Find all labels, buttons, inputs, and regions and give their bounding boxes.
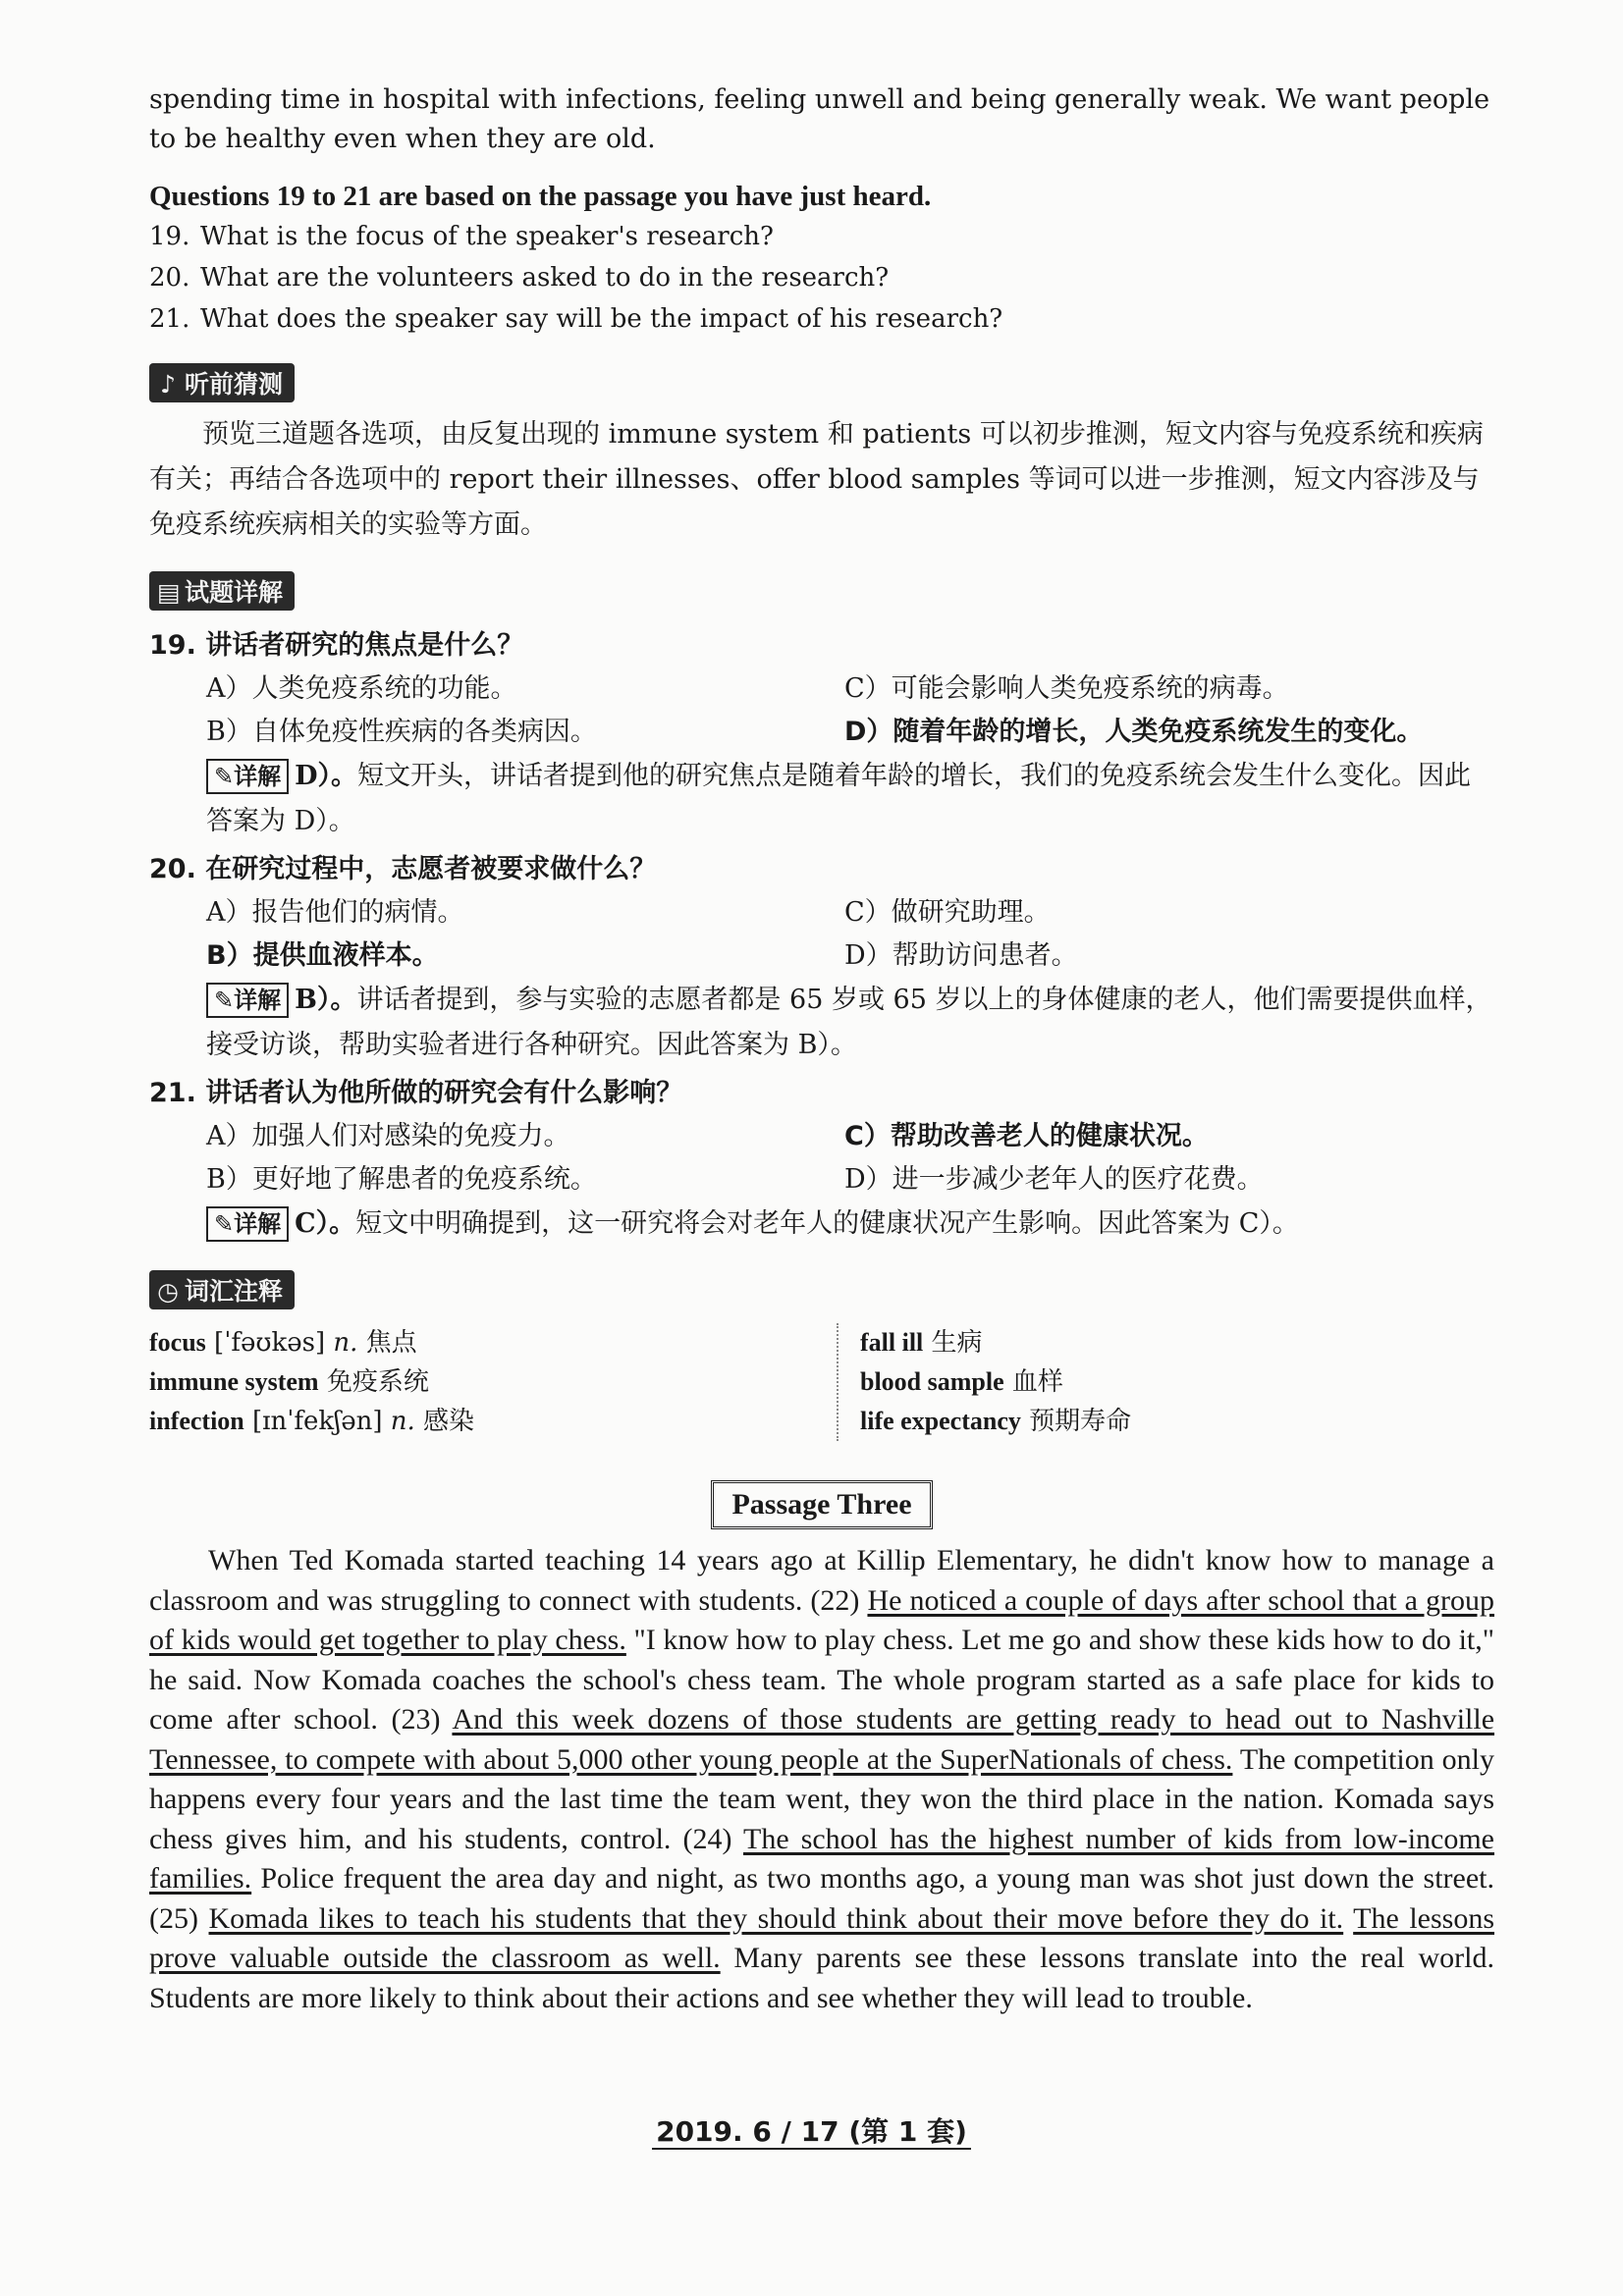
option-a: A）人类免疫系统的功能。 <box>206 673 517 704</box>
vocab-term: immune system <box>149 1367 319 1396</box>
prediction-text: 预览三道题各选项，由反复出现的 immune system 和 patients 可以初步推测，短文内容与免疫系统和疾病有关；再结合各选项中的 report their illnesses、offer blood samples 等词可以进一步推测，短文内容涉及与免疫系统疾病相关的实验等方面。 <box>149 419 1484 540</box>
vocab-pos: n. <box>333 1328 358 1358</box>
vocab-term: life expectancy <box>860 1407 1021 1435</box>
vocab-pos: n. <box>390 1407 415 1436</box>
question-item <box>149 257 1494 298</box>
detail-body: 短文中明确提到，这一研究将会对老年人的健康状况产生影响。因此答案为 C）。 <box>355 1208 1299 1239</box>
underlined-sentence: The lessons prove valuable outside the classroom as well. <box>149 1901 1494 1974</box>
vocab-entry <box>860 1323 1485 1362</box>
questions-heading: Questions 19 to 21 are based on the passage you have just heard. <box>149 181 932 212</box>
vocab-entry <box>149 1323 837 1362</box>
answer-letter: D）。 <box>295 761 358 791</box>
passage-title: Passage Three <box>711 1480 933 1529</box>
vocab-entry <box>860 1402 1485 1441</box>
option-a: A）报告他们的病情。 <box>206 897 464 928</box>
question-number: 20. <box>149 263 190 293</box>
option-grid <box>149 1115 1494 1201</box>
detail-body: 短文开头，讲话者提到他的研究焦点是随着年龄的增长，我们的免疫系统会发生什么变化。因此答案为 D）。 <box>206 761 1472 836</box>
blank-number: (25) <box>149 1901 209 1935</box>
explain-question: 19. 讲话者研究的焦点是什么？ <box>149 630 524 661</box>
explain-item <box>149 848 1494 1068</box>
vocab-entry <box>149 1362 837 1402</box>
underlined-sentence: The school has the highest number of kids from low-income families. <box>149 1822 1494 1895</box>
detail-text <box>149 1201 1494 1247</box>
vocab-term: focus <box>149 1328 206 1357</box>
option-d: D）帮助访问患者。 <box>844 940 1078 971</box>
prediction-badge <box>149 363 295 402</box>
question-text: What is the focus of the speaker's research? <box>200 222 774 251</box>
explain-item <box>149 1072 1494 1247</box>
pencil-icon: ✎ <box>214 987 235 1014</box>
question-text: What does the speaker say will be the impact of his research? <box>200 304 1003 334</box>
detail-tag-label: 详解 <box>234 1210 282 1238</box>
option-b: B）自体免疫性疾病的各类病因。 <box>206 717 597 747</box>
vocab-meaning: 感染 <box>423 1407 475 1436</box>
explain-question: 20. 在研究过程中，志愿者被要求做什么？ <box>149 854 657 884</box>
question-number: 21. <box>149 304 190 334</box>
vocab-term: fall ill <box>860 1328 924 1357</box>
option-a: A）加强人们对感染的免疫力。 <box>206 1121 570 1151</box>
option-b: B）更好地了解患者的免疫系统。 <box>206 1164 597 1195</box>
detail-tag <box>206 983 289 1018</box>
vocab-badge <box>149 1270 295 1309</box>
pencil-icon: ✎ <box>214 1210 235 1238</box>
vocab-term: infection <box>149 1407 244 1435</box>
question-text: What are the volunteers asked to do in the research? <box>200 263 890 293</box>
vocab-meaning: 血样 <box>1011 1367 1063 1397</box>
vocab-table <box>149 1323 1494 1441</box>
option-b-correct: B）提供血液样本。 <box>206 940 439 971</box>
underlined-sentence: He noticed a couple of days after school that a group of kids would get together to play chess. <box>149 1583 1494 1656</box>
option-c: C）可能会影响人类免疫系统的病毒。 <box>844 673 1289 704</box>
vocab-meaning: 焦点 <box>365 1328 417 1358</box>
underlined-sentence: And this week dozens of those students are getting ready to head out to Nashville Tennessee, to compete with about 5,000 other young people at the SuperNationals of chess. <box>149 1703 1495 1776</box>
answer-letter: C）。 <box>295 1208 356 1239</box>
blank-number: (22) <box>810 1583 868 1617</box>
book-icon: ▤ <box>157 578 181 607</box>
option-grid <box>149 891 1494 978</box>
vocab-col-right <box>837 1323 1485 1441</box>
question-list <box>149 216 1494 340</box>
answer-letter: B）。 <box>295 985 357 1015</box>
detail-tag <box>206 759 289 794</box>
vocab-ipa: [ˈfəʊkəs] <box>214 1328 326 1358</box>
vocab-col-left <box>149 1323 837 1441</box>
question-number: 19. <box>149 222 190 251</box>
option-d-correct: D）随着年龄的增长，人类免疫系统发生的变化。 <box>844 717 1424 747</box>
question-item <box>149 298 1494 340</box>
detail-tag <box>206 1206 289 1242</box>
passage-sentence: Many parents see these lessons translate into the real world. Students are more likely to think about their actions and see whether they will lead to trouble. <box>149 1942 1495 2014</box>
explain-question: 21. 讲话者认为他所做的研究会有什么影响？ <box>149 1078 683 1108</box>
passage-sentence: The competition only happens every four years and the last time the team went, they won the third place in the nation. Komada says chess gives him, and his students, control. <box>149 1742 1494 1855</box>
detail-tag-label: 详解 <box>234 987 282 1014</box>
blank-number: (24) <box>682 1822 743 1855</box>
detail-text <box>149 978 1494 1068</box>
option-c-correct: C）帮助改善老人的健康状况。 <box>844 1121 1209 1151</box>
vocab-ipa: [ɪnˈfekʃən] <box>252 1407 383 1436</box>
explain-item <box>149 624 1494 844</box>
headphone-icon: ♪ <box>160 370 176 399</box>
vocab-term: blood sample <box>860 1367 1004 1396</box>
detail-tag-label: 详解 <box>234 763 282 790</box>
passage-sentence: Police frequent the area day and night, as two months ago, a young man was shot just down the street. <box>251 1862 1494 1895</box>
detail-text <box>149 754 1494 844</box>
option-c: C）做研究助理。 <box>844 897 1051 928</box>
vocab-meaning: 免疫系统 <box>326 1367 429 1397</box>
clock-icon: ◷ <box>157 1277 179 1306</box>
page-footer <box>0 2110 1623 2150</box>
option-grid <box>149 667 1494 754</box>
prediction-badge-label: 听前猜测 <box>185 370 284 399</box>
page-content <box>149 80 1494 2018</box>
explain-badge-label: 试题详解 <box>185 578 284 607</box>
underlined-sentence: Komada likes to teach his students that they should think about their move before they do it. <box>208 1901 1344 1935</box>
passage-sentence: When Ted Komada started teaching 14 years ago at Killip Elementary, he didn't know how to manage a classroom and was struggling to connect with students. <box>149 1544 1494 1617</box>
vocab-meaning: 生病 <box>931 1328 983 1358</box>
passage-body <box>149 1541 1494 2018</box>
passage-sentence: "I know how to play chess. Let me go and show these kids how to do it," he said. Now Komada coaches the school's chess team. The whole program started as a safe place for kids to come after school. <box>149 1624 1494 1735</box>
vocab-entry <box>860 1362 1485 1402</box>
pencil-icon: ✎ <box>214 763 235 790</box>
blank-number: (23) <box>391 1703 453 1735</box>
question-item <box>149 216 1494 257</box>
passage-sentence <box>1343 1902 1353 1935</box>
intro-text: spending time in hospital with infections, feeling unwell and being generally weak. We want people to be healthy even when they are old. <box>149 84 1490 154</box>
vocab-meaning: 预期寿命 <box>1029 1407 1132 1436</box>
vocab-badge-label: 词汇注释 <box>185 1277 284 1306</box>
footer-label: 2019. 6 / 17 (第 1 套) <box>652 2115 971 2150</box>
explain-badge <box>149 571 295 611</box>
vocab-entry <box>149 1402 837 1441</box>
detail-body: 讲话者提到，参与实验的志愿者都是 65 岁或 65 岁以上的身体健康的老人，他们需要提供血样，接受访谈，帮助实验者进行各种研究。因此答案为 B）。 <box>206 985 1492 1060</box>
option-d: D）进一步减少老年人的医疗花费。 <box>844 1164 1264 1195</box>
